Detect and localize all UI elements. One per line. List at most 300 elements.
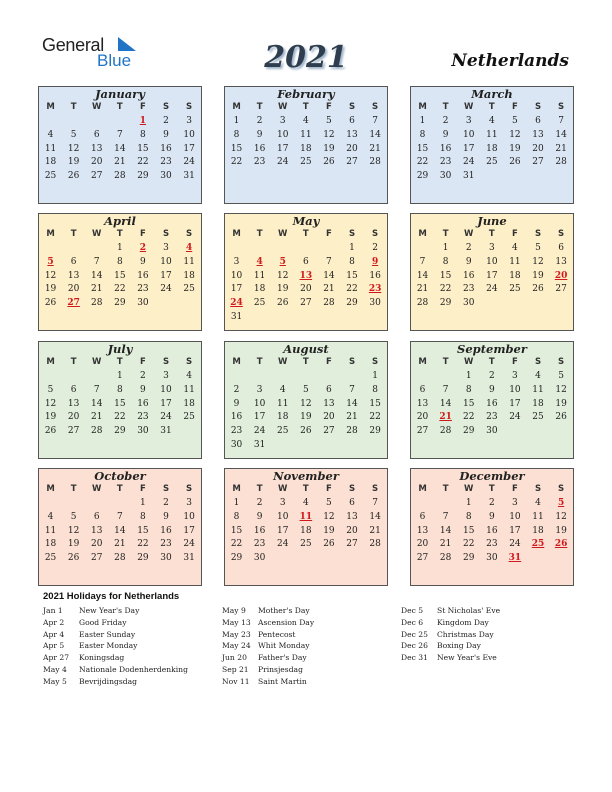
day-cell: 11 — [300, 129, 312, 140]
month-name: April — [104, 214, 136, 228]
day-cell: 1 — [372, 371, 378, 381]
day-cell: 25 — [300, 539, 312, 550]
holiday-day-cell: 11 — [299, 511, 313, 522]
day-cell: 16 — [230, 412, 243, 423]
day-cell: 26 — [323, 539, 335, 550]
day-cell: 6 — [326, 384, 332, 395]
day-cell: 30 — [253, 553, 266, 564]
weekday-header-row — [225, 228, 387, 241]
day-cell: 13 — [555, 256, 567, 267]
weekday-header: S — [186, 102, 193, 112]
day-cell: 7 — [419, 256, 426, 267]
day-cell: 13 — [91, 143, 103, 154]
day-cell: 28 — [439, 553, 452, 564]
day-cell: 13 — [91, 525, 103, 536]
day-cell: 24 — [160, 284, 172, 295]
day-cell: 15 — [114, 270, 126, 281]
day-cell: 26 — [277, 298, 289, 309]
day-cell: 31 — [183, 553, 195, 564]
day-cell: 26 — [555, 412, 567, 423]
weekday-header: S — [558, 102, 565, 112]
day-cell: 11 — [532, 511, 544, 522]
day-grid — [411, 114, 573, 184]
weekday-header: S — [162, 357, 170, 367]
day-grid — [225, 241, 387, 325]
weekday-header-row — [411, 483, 573, 496]
day-cell: 30 — [486, 553, 498, 564]
holiday-date: May 13 — [222, 617, 251, 627]
day-cell: 23 — [439, 157, 452, 168]
day-cell: 16 — [160, 143, 172, 154]
day-cell: 5 — [326, 116, 332, 126]
holiday-entry — [401, 605, 500, 617]
day-cell: 10 — [486, 256, 498, 267]
holiday-name: Good Friday — [79, 617, 127, 627]
day-cell: 24 — [509, 412, 521, 423]
holiday-column — [222, 605, 314, 688]
weekday-header: F — [512, 102, 518, 112]
day-cell: 17 — [463, 143, 475, 154]
weekday-header: S — [372, 229, 379, 239]
holiday-entry — [401, 629, 500, 641]
day-cell: 29 — [463, 553, 475, 564]
holiday-column — [43, 605, 188, 688]
day-cell: 3 — [465, 116, 472, 126]
day-cell: 8 — [465, 511, 472, 522]
day-cell: 21 — [91, 284, 103, 295]
day-cell: 29 — [416, 171, 429, 182]
day-cell: 14 — [369, 511, 381, 522]
holiday-name: Kingdom Day — [437, 617, 489, 627]
holiday-day-cell: 9 — [371, 256, 379, 267]
day-cell: 7 — [93, 384, 100, 395]
day-cell: 7 — [93, 256, 100, 267]
day-cell: 16 — [486, 398, 498, 409]
month-name: July — [107, 342, 133, 356]
day-cell: 19 — [532, 270, 544, 281]
day-cell: 29 — [346, 298, 358, 309]
day-cell: 12 — [555, 511, 567, 522]
day-cell: 25 — [277, 426, 289, 437]
day-cell: 30 — [137, 298, 149, 309]
empty-cell — [225, 242, 248, 256]
weekday-header: T — [302, 357, 309, 367]
weekday-header: M — [232, 102, 241, 112]
day-cell: 22 — [416, 157, 429, 168]
day-cell: 17 — [277, 525, 289, 536]
day-cell: 11 — [44, 525, 57, 536]
day-cell: 28 — [555, 157, 567, 168]
weekday-header: T — [116, 484, 123, 494]
day-cell: 11 — [532, 384, 544, 395]
day-cell: 2 — [256, 498, 263, 508]
day-cell: 10 — [183, 511, 195, 522]
day-cell: 4 — [302, 116, 309, 126]
day-cell: 10 — [183, 129, 195, 140]
holiday-entry — [222, 629, 314, 641]
day-cell: 5 — [47, 384, 54, 395]
weekday-header: T — [488, 229, 495, 239]
day-cell: 5 — [512, 116, 518, 126]
day-cell: 9 — [256, 129, 263, 140]
day-cell: 23 — [253, 539, 266, 550]
day-cell: 15 — [346, 270, 358, 281]
weekday-header: S — [558, 357, 565, 367]
day-cell: 16 — [369, 270, 381, 281]
weekday-header: F — [326, 229, 332, 239]
day-cell: 6 — [302, 256, 309, 267]
weekday-header: W — [92, 357, 102, 367]
weekday-header: F — [326, 357, 332, 367]
day-cell: 2 — [163, 498, 169, 508]
weekday-header: S — [348, 357, 356, 367]
month-august — [224, 341, 388, 459]
empty-cell — [62, 370, 85, 384]
holiday-date: Apr 5 — [43, 641, 65, 651]
weekday-header: T — [302, 484, 309, 494]
day-cell: 1 — [233, 498, 240, 508]
empty-cell — [62, 242, 85, 256]
day-cell: 28 — [416, 298, 429, 309]
day-cell: 21 — [346, 412, 358, 423]
weekday-header: T — [256, 357, 263, 367]
day-cell: 7 — [116, 129, 123, 140]
day-cell: 29 — [439, 298, 452, 309]
empty-cell — [225, 370, 248, 384]
day-cell: 12 — [44, 270, 57, 281]
day-cell: 23 — [137, 412, 149, 423]
day-cell: 29 — [230, 553, 243, 564]
holiday-date: Sep 21 — [222, 664, 249, 674]
weekday-header: W — [278, 229, 288, 239]
weekday-header: F — [326, 102, 332, 112]
weekday-header: M — [46, 357, 55, 367]
weekday-header: S — [534, 357, 542, 367]
day-cell: 16 — [486, 525, 498, 536]
day-cell: 27 — [91, 553, 103, 564]
holiday-day-cell: 20 — [554, 270, 568, 281]
day-cell: 16 — [463, 270, 475, 281]
weekday-header: S — [162, 229, 170, 239]
day-cell: 10 — [509, 384, 521, 395]
day-cell: 24 — [277, 157, 289, 168]
day-cell: 26 — [67, 553, 80, 564]
day-cell: 23 — [230, 426, 243, 437]
day-cell: 18 — [44, 157, 57, 168]
day-cell: 9 — [163, 129, 169, 140]
day-cell: 26 — [509, 157, 521, 168]
day-cell: 2 — [442, 116, 449, 126]
holiday-name: Father's Day — [258, 653, 307, 663]
calendar-year-title: 2021 — [264, 40, 348, 75]
day-grid — [39, 496, 201, 566]
weekday-header: T — [70, 357, 77, 367]
day-cell: 17 — [183, 143, 195, 154]
day-cell: 18 — [183, 270, 195, 281]
empty-cell — [39, 370, 62, 384]
day-cell: 5 — [302, 384, 309, 395]
empty-cell — [108, 497, 131, 511]
holiday-date: Dec 25 — [401, 629, 428, 639]
day-cell: 20 — [532, 143, 544, 154]
day-cell: 1 — [116, 243, 123, 253]
month-january — [38, 86, 202, 204]
holiday-date: May 23 — [222, 629, 251, 639]
day-cell: 27 — [416, 553, 429, 564]
weekday-header: T — [442, 484, 449, 494]
holiday-date: Dec 6 — [401, 617, 424, 627]
weekday-header: S — [186, 229, 193, 239]
day-cell: 1 — [349, 243, 355, 253]
empty-cell — [248, 370, 271, 384]
holiday-name: Easter Sunday — [79, 629, 136, 639]
day-cell: 22 — [114, 412, 126, 423]
day-cell: 22 — [230, 157, 243, 168]
month-name: August — [283, 342, 329, 356]
day-cell: 3 — [488, 243, 495, 253]
day-cell: 10 — [277, 511, 289, 522]
holiday-entry — [43, 629, 188, 641]
day-cell: 14 — [416, 270, 429, 281]
day-grid — [411, 369, 573, 439]
day-cell: 3 — [279, 498, 286, 508]
holiday-day-cell: 1 — [139, 116, 147, 126]
day-cell: 29 — [114, 426, 126, 437]
weekday-header: S — [372, 102, 379, 112]
day-cell: 14 — [439, 525, 452, 536]
weekday-header-row — [39, 101, 201, 114]
day-cell: 14 — [91, 270, 103, 281]
weekday-header-row — [225, 483, 387, 496]
day-cell: 8 — [233, 129, 240, 140]
day-cell: 28 — [91, 298, 103, 309]
day-cell: 8 — [116, 384, 123, 395]
day-cell: 14 — [323, 270, 335, 281]
weekday-header: S — [372, 357, 379, 367]
weekday-header: T — [70, 229, 77, 239]
day-cell: 17 — [509, 398, 521, 409]
holiday-entry — [401, 640, 500, 652]
day-cell: 12 — [323, 511, 335, 522]
day-cell: 11 — [277, 398, 289, 409]
day-cell: 9 — [488, 384, 495, 395]
day-cell: 14 — [91, 398, 103, 409]
day-cell: 25 — [486, 157, 498, 168]
day-cell: 21 — [369, 525, 381, 536]
holiday-name: Boxing Day — [437, 641, 481, 651]
day-cell: 20 — [346, 525, 358, 536]
holiday-name: St Nicholas' Eve — [437, 606, 501, 615]
empty-cell — [39, 497, 62, 511]
day-cell: 11 — [44, 143, 57, 154]
day-cell: 14 — [555, 129, 567, 140]
day-grid — [411, 241, 573, 311]
weekday-header: M — [232, 229, 241, 239]
day-cell: 23 — [137, 284, 149, 295]
weekday-header: S — [558, 229, 565, 239]
day-cell: 18 — [532, 398, 544, 409]
day-cell: 16 — [253, 143, 266, 154]
day-cell: 17 — [160, 270, 172, 281]
day-cell: 9 — [140, 256, 146, 267]
day-cell: 20 — [416, 412, 429, 423]
day-cell: 22 — [137, 157, 149, 168]
day-cell: 13 — [416, 398, 429, 409]
day-cell: 15 — [463, 398, 475, 409]
day-cell: 7 — [442, 511, 449, 522]
day-cell: 1 — [465, 371, 472, 381]
day-cell: 6 — [558, 243, 564, 253]
month-march — [410, 86, 574, 204]
day-cell: 10 — [160, 256, 172, 267]
day-cell: 8 — [140, 129, 146, 140]
day-cell: 24 — [509, 539, 521, 550]
holiday-entry — [222, 652, 314, 664]
weekday-header-row — [39, 356, 201, 369]
day-cell: 29 — [137, 553, 149, 564]
holiday-name: Christmas Day — [437, 629, 494, 639]
day-cell: 26 — [44, 298, 57, 309]
day-grid — [39, 114, 201, 184]
day-cell: 31 — [253, 439, 266, 450]
day-cell: 11 — [253, 270, 266, 281]
day-cell: 1 — [233, 116, 240, 126]
day-cell: 16 — [253, 525, 266, 536]
weekday-header: W — [464, 102, 474, 112]
day-cell: 27 — [300, 298, 312, 309]
day-cell: 3 — [163, 371, 169, 381]
day-grid — [225, 114, 387, 170]
month-april — [38, 213, 202, 331]
day-cell: 15 — [369, 398, 381, 409]
weekday-header: F — [140, 484, 146, 494]
empty-cell — [317, 242, 340, 256]
day-cell: 10 — [463, 129, 475, 140]
day-cell: 4 — [535, 371, 541, 381]
weekday-header: M — [46, 229, 55, 239]
day-cell: 8 — [419, 129, 426, 140]
holiday-day-cell: 24 — [230, 298, 243, 309]
day-cell: 26 — [323, 157, 335, 168]
day-cell: 4 — [302, 498, 309, 508]
day-cell: 25 — [300, 157, 312, 168]
day-cell: 27 — [555, 284, 567, 295]
day-cell: 21 — [91, 412, 103, 423]
weekday-header: S — [186, 484, 193, 494]
month-name: September — [457, 342, 527, 356]
weekday-header: S — [348, 484, 356, 494]
day-cell: 8 — [442, 256, 449, 267]
day-cell: 15 — [416, 143, 429, 154]
day-cell: 12 — [555, 384, 567, 395]
day-cell: 2 — [163, 116, 169, 126]
day-cell: 2 — [488, 371, 495, 381]
day-cell: 1 — [442, 243, 449, 253]
day-cell: 28 — [91, 426, 103, 437]
day-cell: 25 — [44, 171, 57, 182]
weekday-header-row — [411, 228, 573, 241]
weekday-header: M — [418, 229, 427, 239]
day-cell: 23 — [486, 539, 498, 550]
day-cell: 7 — [442, 384, 449, 395]
day-cell: 27 — [67, 426, 80, 437]
weekday-header-row — [39, 483, 201, 496]
holiday-date: Dec 31 — [401, 653, 428, 663]
day-cell: 4 — [279, 384, 286, 395]
day-cell: 28 — [369, 157, 381, 168]
day-cell: 7 — [349, 384, 355, 395]
day-cell: 31 — [230, 311, 243, 322]
day-cell: 28 — [323, 298, 335, 309]
weekday-header: M — [232, 357, 241, 367]
month-name: February — [277, 87, 335, 101]
weekday-header: T — [442, 102, 449, 112]
day-cell: 16 — [439, 143, 452, 154]
day-cell: 30 — [439, 171, 452, 182]
day-cell: 15 — [463, 525, 475, 536]
weekday-header: M — [418, 357, 427, 367]
holiday-name: New Year's Day — [79, 606, 140, 615]
weekday-header: S — [162, 102, 170, 112]
day-cell: 9 — [442, 129, 449, 140]
day-cell: 13 — [67, 270, 80, 281]
day-cell: 17 — [230, 284, 243, 295]
day-cell: 25 — [509, 284, 521, 295]
day-cell: 9 — [488, 511, 495, 522]
holiday-entry — [43, 676, 188, 688]
day-cell: 20 — [91, 157, 103, 168]
weekday-header: T — [256, 229, 263, 239]
day-cell: 3 — [233, 256, 240, 267]
weekday-header: W — [278, 357, 288, 367]
weekday-header: T — [70, 484, 77, 494]
day-cell: 5 — [326, 498, 332, 508]
holiday-entry — [43, 652, 188, 664]
day-cell: 15 — [230, 525, 243, 536]
day-cell: 6 — [70, 384, 77, 395]
day-grid — [225, 369, 387, 453]
day-cell: 30 — [369, 298, 381, 309]
empty-cell — [294, 242, 317, 256]
weekday-header: F — [140, 102, 146, 112]
month-june — [410, 213, 574, 331]
day-cell: 20 — [67, 412, 80, 423]
day-cell: 23 — [486, 412, 498, 423]
day-cell: 31 — [183, 171, 195, 182]
day-cell: 2 — [488, 498, 495, 508]
day-cell: 1 — [465, 498, 472, 508]
day-grid — [39, 369, 201, 439]
day-cell: 19 — [300, 412, 312, 423]
month-february — [224, 86, 388, 204]
day-cell: 19 — [555, 525, 567, 536]
weekday-header: S — [186, 357, 193, 367]
day-cell: 3 — [163, 243, 169, 253]
weekday-header: W — [92, 229, 102, 239]
day-cell: 19 — [555, 398, 567, 409]
day-cell: 15 — [137, 525, 149, 536]
day-cell: 12 — [509, 129, 521, 140]
day-cell: 23 — [160, 539, 172, 550]
day-cell: 25 — [253, 298, 266, 309]
day-cell: 3 — [512, 371, 518, 381]
day-cell: 21 — [416, 284, 429, 295]
day-cell: 22 — [230, 539, 243, 550]
weekday-header: M — [418, 102, 427, 112]
holidays-title: 2021 Holidays for Netherlands — [43, 591, 180, 602]
day-cell: 21 — [323, 284, 335, 295]
empty-cell — [248, 242, 271, 256]
